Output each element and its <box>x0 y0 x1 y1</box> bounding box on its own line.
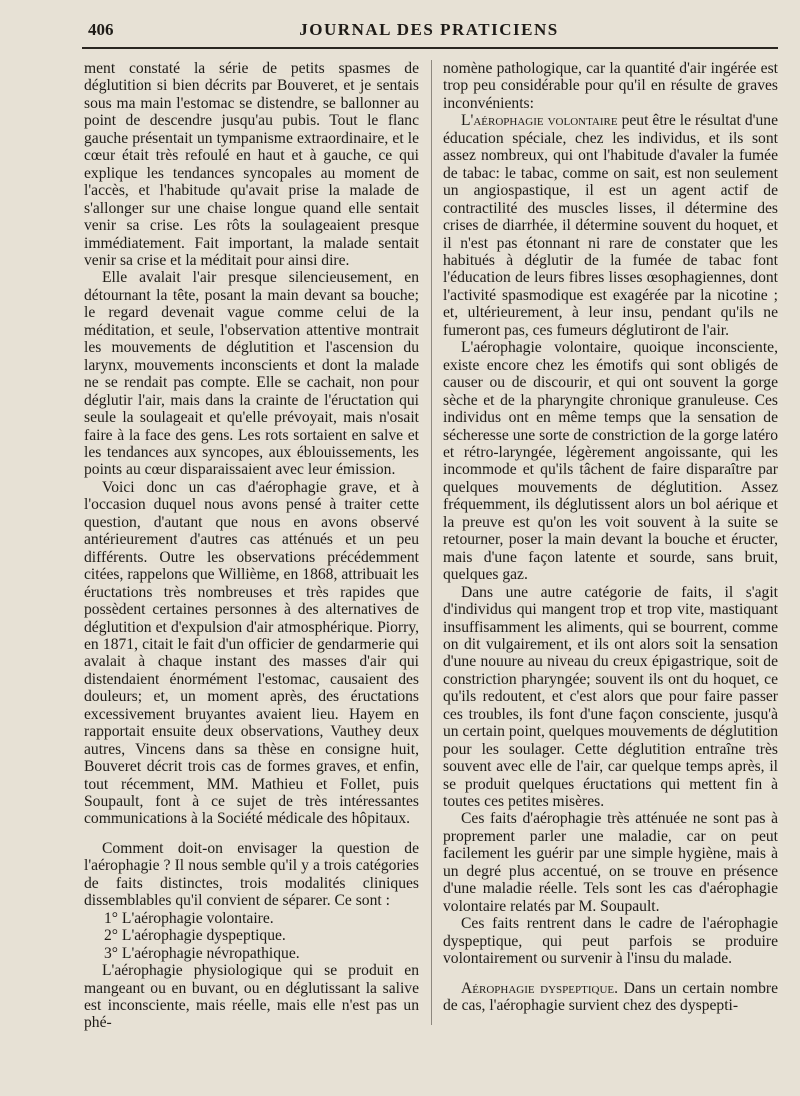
paragraph: L'aérophagie volontaire, quoique inconsciente, existe encore chez les émotifs qui sont obligés de causer ou de discourir, et qui ont souvent la gorge sèche et de la pharyngite chronique granuleuse. Ces individus ont en même temps que la sensation de sécheresse une sorte de constriction de la gorge latéro et rétro-laryngée, légèrement angoissante, qui les incommode et qu'ils tâchent de faire disparaître par quelques mouvements de déglutition. Assez fréquemment, ils déglutissent alors un bol aérique et la preuve est qu'on les voit souvent à la suite se retourner, poser la main devant la bouche et éructer, mais d'une façon latente et sourde, sans bruit, quelques gaz. <box>443 339 778 584</box>
paragraph: ment constaté la série de petits spasmes de déglutition si bien décrits par Bouveret, et je sentais sous ma main l'estomac se distendre, se ballonner au point de descendre jusqu'au pubis. Tout le flanc gauche présentait un tympanisme extraordinaire, et le cœur était très refoulé en haut et à gauche, ce qui explique les tendances syncopales au moment de l'accès, et l'habitude qu'avait prise la malade de s'allonger sur une chaise longue quand elle sentait venir sa crise. Les rôts la soulageaient presque immédiatement. Fait important, la malade sentait venir sa crise et la méditait pour ainsi dire. <box>84 60 419 269</box>
header-rule <box>82 47 778 49</box>
paragraph: Elle avalait l'air presque silencieusement, en détournant la tête, posant la main devant sa bouche; le regard devenait vague comme celui de la méditation, et seule, l'observation attentive montrait les mouvements de déglutition et l'ascension du larynx, mouvements inconscients et dont la malade ne se rendait pas compte. Elle se cachait, non pour déglutir l'air, mais dans la crainte de l'éructation qui seule la soulageait et qu'elle prévoyait, mais n'osait faire à la face des gens. Les rots sortaient en salve et les tendances aux syncopes, aux éblouissements, les points au cœur disparaissaient avec leur émission. <box>84 269 419 479</box>
paragraph: Ces faits d'aérophagie très atténuée ne sont pas à proprement parler une maladie, car on peut facilement les guérir par une simple hygiène, mais à un degré plus accentué, on se trouve en présence d'une maladie réelle. Tels sont les cas d'aérophagie volontaire relatés par M. Soupault. <box>443 810 778 915</box>
paragraph: Dans une autre catégorie de faits, il s'agit d'individus qui mangent trop et trop vite, mastiquant insuffisamment les aliments, qui se bourrent, comme on dit vulgairement, et ils ont alors soit la sensation d'une nouure au niveau du creux épigastrique, soit de constriction pharyngée; souvent ils ont du hoquet, ce qu'ils redoutent, et c'est alors que pour faire passer ces troubles, ils font d'une façon consciente, jusqu'à un certain point, quelques mouvements de déglutition pour les soulager. Cette déglutition entraîne très souvent avec elle de l'air, car quelque temps après, il se produit quelques éructations qui mettent fin à toutes ces petites misères. <box>443 583 778 811</box>
right-column <box>443 60 778 1014</box>
paragraph: Comment doit-on envisager la question de l'aérophagie ? Il nous semble qu'il y a trois catégories de faits distinctes, trois modalités cliniques dissemblables qu'il convient de séparer. Ce sont : <box>84 839 419 910</box>
paragraph: L'aérophagie physiologique qui se produit en mangeant ou en buvant, ou en déglutissant la salive est inconsciente, mais réelle, mais elle n'est pas un phé- <box>84 962 419 1032</box>
page-header <box>80 16 778 44</box>
list-item: 3° L'aérophagie névropathique. <box>104 944 300 962</box>
paragraph <box>443 112 778 339</box>
list-item: 1° L'aérophagie volontaire. <box>104 909 274 927</box>
list-item: 2° L'aérophagie dyspeptique. <box>104 927 286 945</box>
paragraph <box>443 980 778 1015</box>
column-divider <box>431 60 432 1025</box>
paragraph: Ces faits rentrent dans le cadre de l'aérophagie dyspeptique, qui peut parfois se produire volontairement ou survenir à l'insu du malade. <box>443 915 778 968</box>
paragraph-text: Dans un certain nombre de cas, l'aérophagie survient chez des dyspepti- <box>443 979 778 1015</box>
section-heading: L'aérophagie volontaire <box>461 112 618 130</box>
page-number: 406 <box>88 20 114 39</box>
paragraph: nomène pathologique, car la quantité d'air ingérée est trop peu considérable pour qu'il en résulte de graves inconvénients: <box>443 60 778 112</box>
paragraph: Voici donc un cas d'aérophagie grave, et à l'occasion duquel nous avons pensé à traiter cette question, d'autant que nous en avons observé antérieurement d'autres cas atténués et un peu différents. Outre les observations précédemment citées, rappelons que Willième, en 1868, attribuait les éructations très nombreuses et très rapides que possèdent certaines personnes à des alternatives de déglutition et d'expulsion d'air atmosphérique. Piorry, en 1871, citait le fait d'un officier de gendarmerie qui avalait à chaque instant des masses d'air qui distendaient énormément l'estomac, causaient des douleurs; et, un moment après, des éructations excessivement bruyantes avaient lieu. Hayem en rapportait ensuite deux observations, Vauthey deux autres, Vincens dans sa thèse en consigne huit, Bouveret décrit trois cas de formes graves, et enfin, tout récemment, MM. Mathieu et Follet, puis Soupault, font à ce sujet de très intéressantes communications à la Société médicale des hôpitaux. <box>84 478 419 828</box>
section-heading: Aérophagie dyspeptique. <box>461 979 619 997</box>
left-column <box>84 60 419 1032</box>
running-title: JOURNAL DES PRATICIENS <box>299 20 559 39</box>
paragraph-text: peut être le résultat d'une éducation spéciale, chez les individus, et ils sont assez nombreux, qui ont l'habitude d'avaler la fumée de tabac: le tabac, comme on sait, est non seulement un angiospastique, il est un agent actif de contractilité des muscles lisses, il détermine des crises de diarrhée, il détermine souvent du hoquet, et il n'est pas étonnant ni rare de constater que les habitués à déglutir de la fumée de tabac font l'éducation de leurs fibres lisses œsophagiennes, dont l'activité spasmodique est exagérée par la nicotine ; et, ultérieurement, à leur insu, pendant qu'ils ne fumeront pas, ces fumeurs déglutiront de l'air. <box>443 112 778 339</box>
